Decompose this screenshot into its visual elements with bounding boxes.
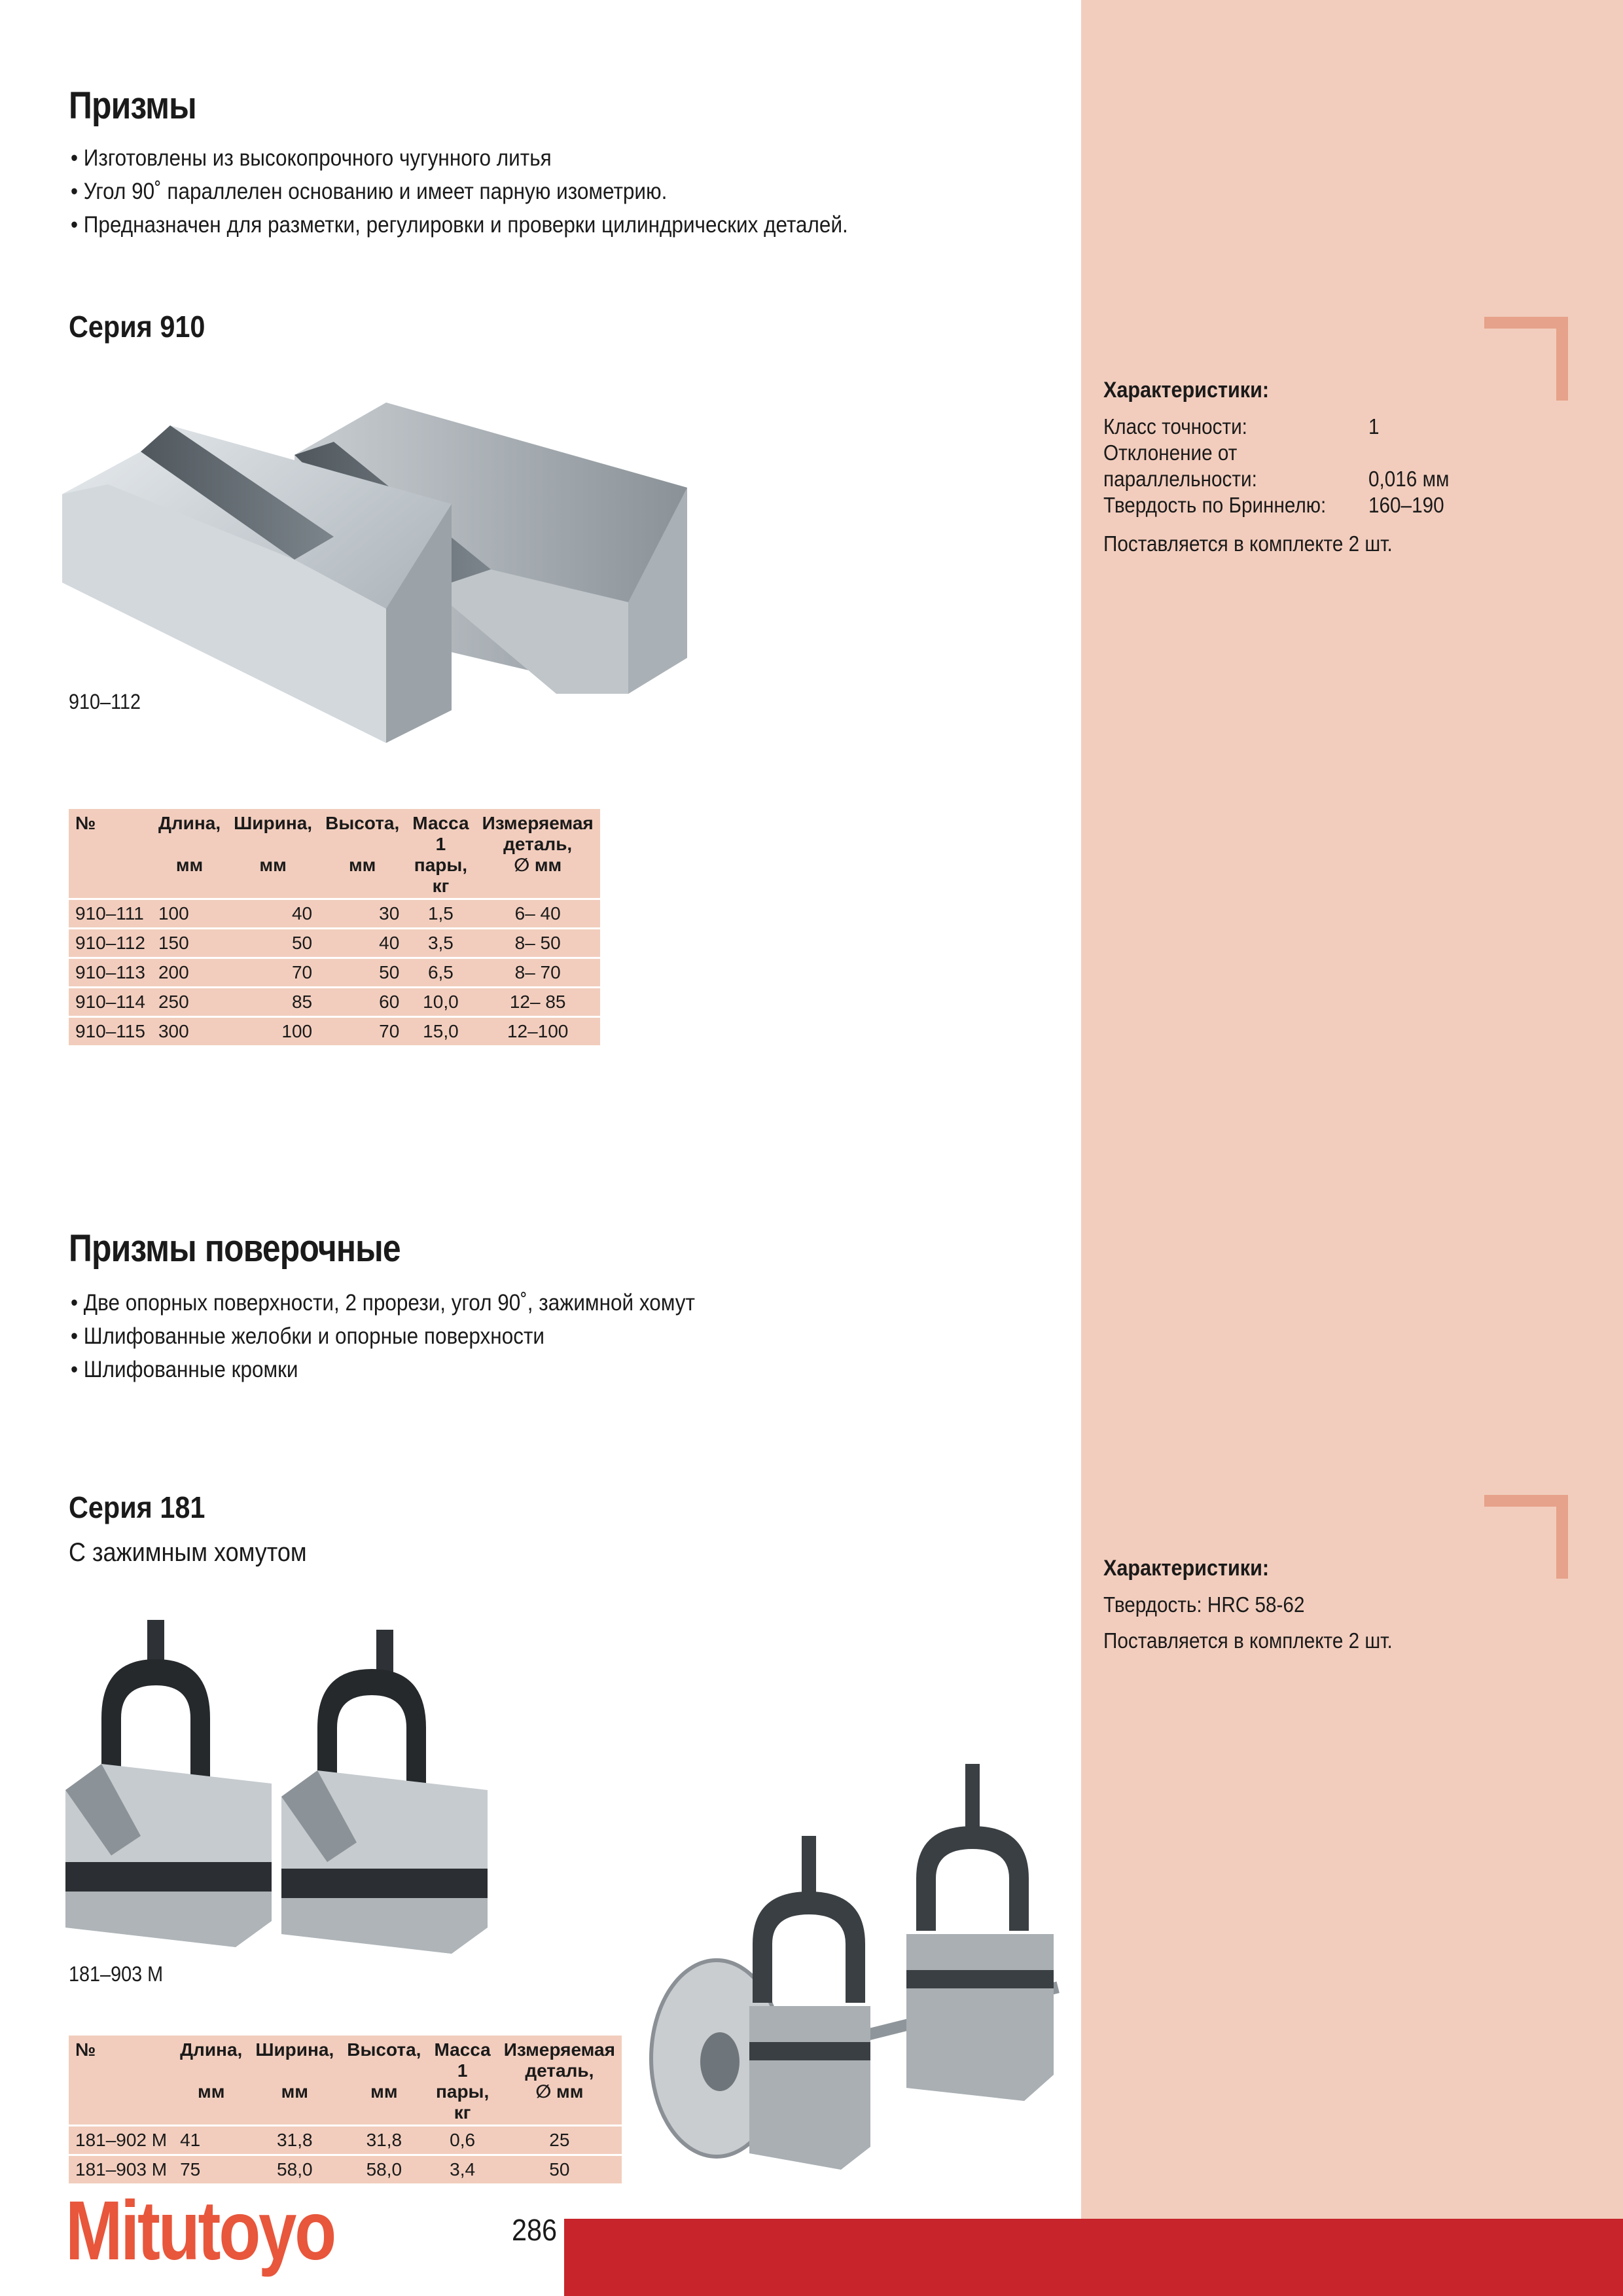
cell: 31,8: [249, 2126, 340, 2155]
cell: 1,5: [406, 899, 475, 929]
cell: 100: [152, 899, 227, 929]
cell: 910–112: [69, 929, 152, 958]
cell: 50: [227, 929, 319, 958]
series-910-title: Серия 910: [69, 310, 205, 344]
specs2-title: Характеристики:: [1103, 1556, 1270, 1581]
cell: 85: [227, 988, 319, 1017]
section1-bullets: [71, 141, 848, 242]
spec-row: [1103, 440, 1516, 466]
cell: 910–113: [69, 958, 152, 988]
cell: 58,0: [249, 2155, 340, 2184]
cell: 910–111: [69, 899, 152, 929]
cell: 100: [227, 1017, 319, 1046]
cell: 70: [227, 958, 319, 988]
col-header-height: Высота, мм: [319, 809, 406, 899]
cell: 250: [152, 988, 227, 1017]
section2-title: Призмы поверочные: [69, 1227, 401, 1270]
col-header-mass: Масса 1 пары, кг: [406, 809, 475, 899]
col-header-measured: Измеряемая деталь, ∅ мм: [497, 2036, 622, 2126]
cell: 200: [152, 958, 227, 988]
col-header-height: Высота, мм: [340, 2036, 427, 2126]
cell: 40: [227, 899, 319, 929]
v-block-910-image: [59, 396, 707, 746]
cell: 50: [319, 958, 406, 988]
cell: 181–902 M: [69, 2126, 173, 2155]
image-caption-181: 181–903 M: [69, 1962, 164, 1986]
cell: 58,0: [340, 2155, 427, 2184]
image-caption-910: 910–112: [69, 690, 141, 713]
mitutoyo-logo: Mitutoyo: [65, 2184, 334, 2278]
v-block-shaft-setup-image: [645, 1761, 1070, 2173]
cell: 0,6: [427, 2126, 497, 2155]
spec-value: 160–190: [1368, 493, 1444, 517]
spec-value: 0,016 мм: [1368, 467, 1450, 491]
cell: 150: [152, 929, 227, 958]
section2-bullet: • Две опорных поверхности, 2 прорези, угол 90˚, зажимной хомут: [71, 1286, 695, 1319]
col-header-mass: Масса 1 пары, кг: [427, 2036, 497, 2126]
cell: 15,0: [406, 1017, 475, 1046]
specs1-list: [1103, 414, 1561, 518]
spec-row: Твердость: HRC 58-62: [1103, 1592, 1305, 1617]
section2-bullet: • Шлифованные кромки: [71, 1353, 695, 1386]
spec-label: Класс точности:: [1103, 414, 1247, 439]
cell: 6,5: [406, 958, 475, 988]
cell: 75: [173, 2155, 249, 2184]
table-row: [69, 2155, 622, 2184]
cell: 8– 70: [476, 958, 600, 988]
cell: 300: [152, 1017, 227, 1046]
cell: 8– 50: [476, 929, 600, 958]
spec-label: параллельности:: [1103, 467, 1257, 491]
col-header-no: №: [69, 2036, 173, 2126]
v-block-clamp-image: [62, 1620, 494, 1986]
footer-bar: [564, 2219, 1623, 2296]
table-row: [69, 2126, 622, 2155]
table-910: [69, 809, 600, 1045]
series-181-title: Серия 181: [69, 1490, 205, 1524]
cell: 3,5: [406, 929, 475, 958]
section1-bullet: • Изготовлены из высокопрочного чугунного литья: [71, 141, 848, 175]
col-header-no: №: [69, 809, 152, 899]
col-header-measured: Измеряемая деталь, ∅ мм: [476, 809, 600, 899]
specs2-note: Поставляется в комплекте 2 шт.: [1103, 1628, 1393, 1653]
specs1-note: Поставляется в комплекте 2 шт.: [1103, 531, 1393, 556]
cell: 910–115: [69, 1017, 152, 1046]
section1-title: Призмы: [69, 84, 196, 127]
spec-row: [1103, 492, 1516, 518]
spec-row: [1103, 466, 1516, 492]
series-181-subtitle: С зажимным хомутом: [69, 1538, 307, 1567]
table-row: [69, 1017, 600, 1046]
cell: 25: [497, 2126, 622, 2155]
table-row: [69, 899, 600, 929]
cell: 12– 85: [476, 988, 600, 1017]
corner-marker-2: [1484, 1495, 1568, 1579]
cell: 31,8: [340, 2126, 427, 2155]
spec-row: [1103, 414, 1516, 440]
cell: 10,0: [406, 988, 475, 1017]
corner-marker-1: [1484, 317, 1568, 401]
col-header-length: Длина, мм: [173, 2036, 249, 2126]
section1-bullet: • Угол 90˚ параллелен основанию и имеет парную изометрию.: [71, 175, 848, 208]
specs1-title: Характеристики:: [1103, 378, 1270, 403]
table-header-row: [69, 809, 600, 899]
table-row: [69, 958, 600, 988]
col-header-length: Длина, мм: [152, 809, 227, 899]
spec-label: Отклонение от: [1103, 440, 1238, 465]
table-row: [69, 929, 600, 958]
cell: 181–903 M: [69, 2155, 173, 2184]
cell: 50: [497, 2155, 622, 2184]
cell: 40: [319, 929, 406, 958]
cell: 910–114: [69, 988, 152, 1017]
table-181: [69, 2036, 622, 2183]
table-row: [69, 988, 600, 1017]
table-header-row: [69, 2036, 622, 2126]
col-header-width: Ширина, мм: [249, 2036, 340, 2126]
cell: 3,4: [427, 2155, 497, 2184]
cell: 6– 40: [476, 899, 600, 929]
cell: 12–100: [476, 1017, 600, 1046]
spec-value: 1: [1368, 414, 1380, 439]
cell: 30: [319, 899, 406, 929]
page-number: 286: [512, 2213, 558, 2247]
cell: 70: [319, 1017, 406, 1046]
col-header-width: Ширина, мм: [227, 809, 319, 899]
spec-label: Твердость по Бриннелю:: [1103, 493, 1327, 517]
section1-bullet: • Предназначен для разметки, регулировки и проверки цилиндрических деталей.: [71, 208, 848, 242]
section2-bullet: • Шлифованные желобки и опорные поверхности: [71, 1319, 695, 1353]
cell: 41: [173, 2126, 249, 2155]
section2-bullets: [71, 1286, 695, 1386]
cell: 60: [319, 988, 406, 1017]
